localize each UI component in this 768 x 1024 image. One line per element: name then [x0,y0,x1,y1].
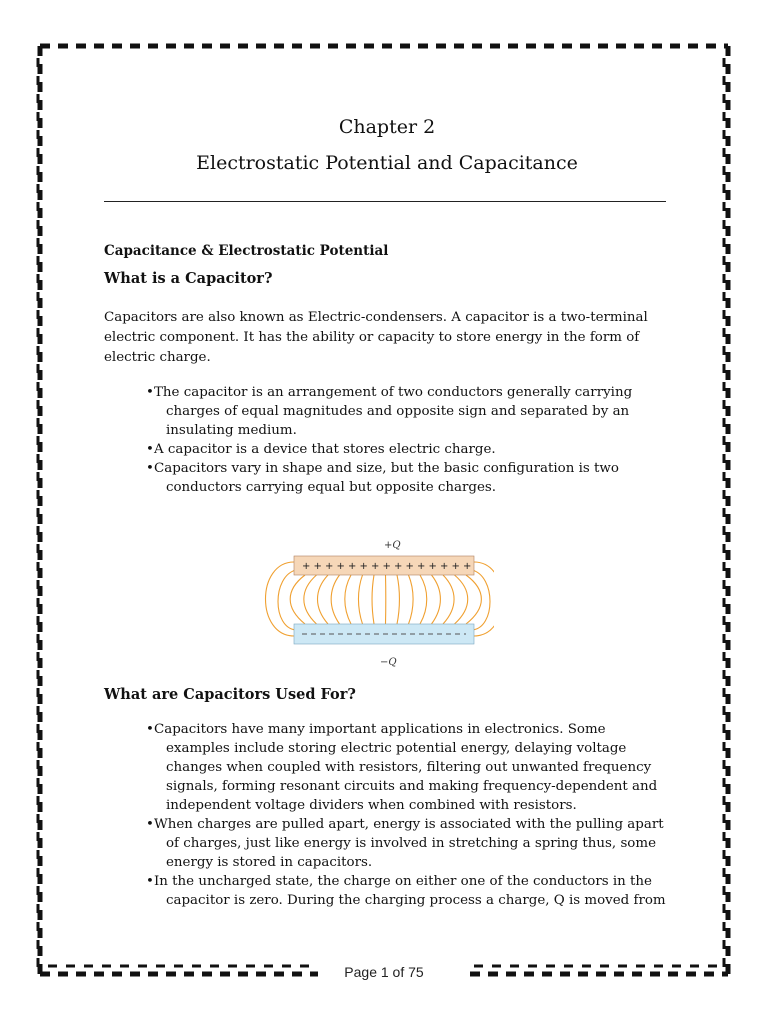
section-heading: Capacitance & Electrostatic Potential [104,243,389,259]
plus-sign: + [359,561,368,572]
list-item: •When charges are pulled apart, energy is associated with the pulling apart of charges, just like energy is involved in stretching a spring thus, some energy is stored in capacitors. [146,817,664,870]
plus-sign: + [394,561,403,572]
fringe-field-line [278,570,296,630]
plus-sign: + [440,561,449,572]
bullet-list-1 [140,383,670,497]
plus-sign: + [313,561,322,572]
plus-sign: + [348,561,357,572]
chapter-number: Chapter 2 [338,116,436,138]
plus-sign: + [428,561,437,572]
chapter-title: Electrostatic Potential and Capacitance [196,152,578,174]
top-charge-label: +Q [384,540,401,551]
field-line [397,575,399,624]
field-line [331,575,339,624]
fringe-field-line [474,562,494,636]
what-is-capacitor-heading: What is a Capacitor? [104,270,273,287]
list-item: •The capacitor is an arrangement of two conductors generally carrying charges of equal magnitudes and opposite sign and separated by an insulating medium. [146,385,633,438]
list-item: •In the uncharged state, the charge on either one of the conductors in the capacitor is zero. During the charging process a charge, Q is moved from [146,874,666,908]
uses-heading: What are Capacitors Used For? [104,686,356,703]
plus-sign: + [405,561,414,572]
plus-sign: + [382,561,391,572]
field-line [455,575,468,624]
bottom-charge-label: −Q [380,657,397,668]
page-number: Page 1 of 75 [344,964,424,980]
plus-sign: + [336,561,345,572]
plus-sign: + [325,561,334,572]
list-item: •A capacitor is a device that stores electric charge. [146,442,496,457]
intro-paragraph: Capacitors are also known as Electric-condensers. A capacitor is a two-terminal electric component. It has the ability or capacity to store energy in the form of electric charge. [104,310,648,365]
field-line [318,575,329,624]
field-line [409,575,414,624]
plus-sign: + [451,561,460,572]
field-line [443,575,454,624]
title-divider [104,201,666,202]
capacitor-field-diagram [254,532,494,672]
field-line [372,575,374,624]
list-item: •Capacitors vary in shape and size, but the basic configuration is two conductors carrying equal but opposite charges. [146,461,619,495]
field-line [304,575,317,624]
field-line [345,575,351,624]
field-line [420,575,427,624]
plus-sign: + [417,561,426,572]
field-line [432,575,441,624]
bullet-list-2 [140,720,670,910]
plus-sign: + [302,561,311,572]
plus-sign: + [371,561,380,572]
field-line [466,575,481,624]
list-item: •Capacitors have many important applications in electronics. Some examples include storing electric potential energy, delaying voltage changes when coupled with resistors, filtering out unwanted frequency signals, forming resonant circuits and making frequency-dependent and independent voltage dividers when combined with resistors. [146,722,658,813]
field-line [290,575,305,624]
field-line [358,575,362,624]
plus-sign: + [463,561,472,572]
